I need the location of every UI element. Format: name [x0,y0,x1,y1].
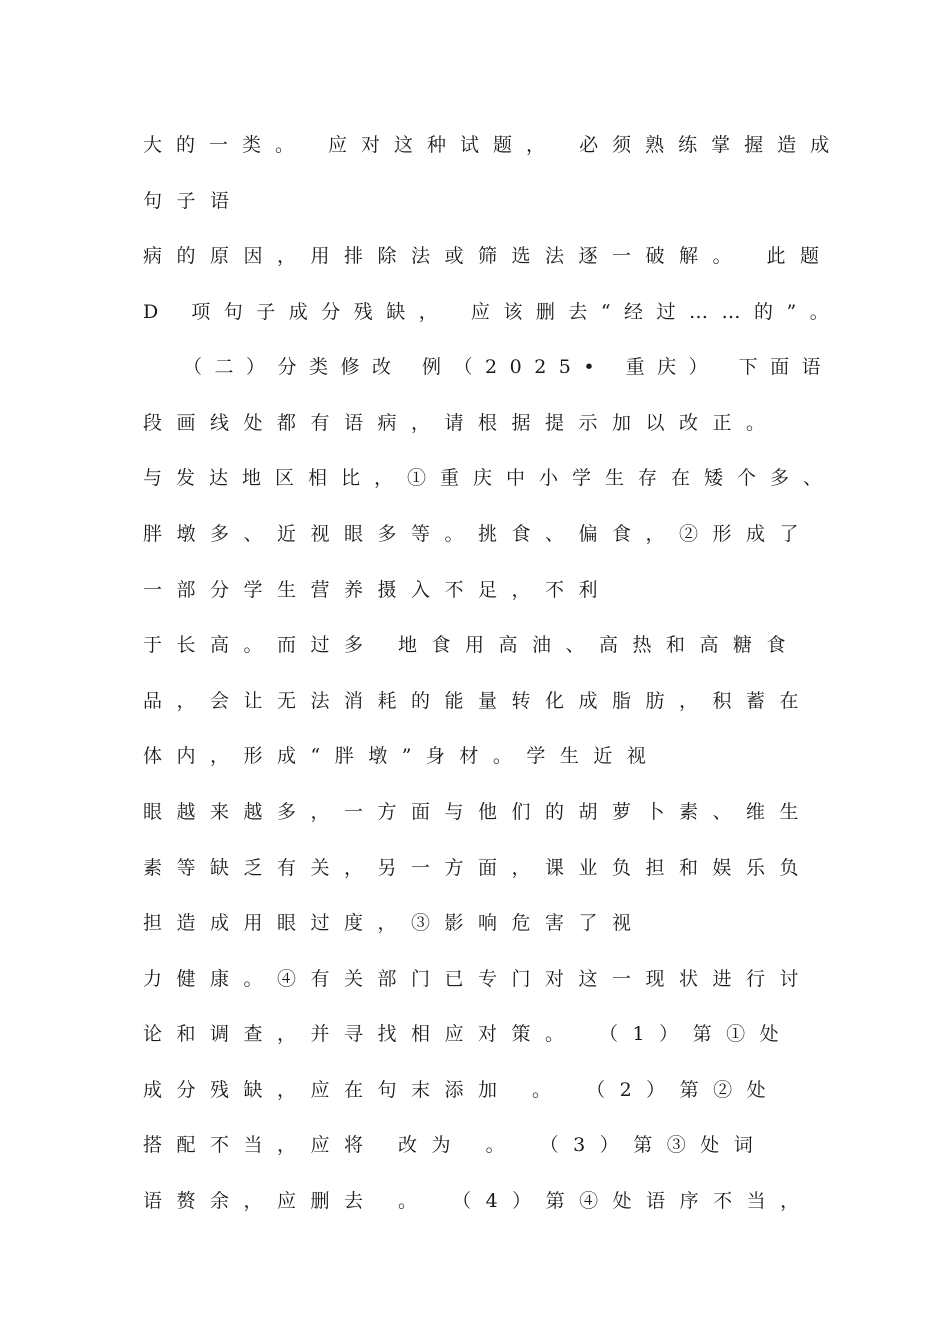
text-line-16: 力健康。④有关部门已专门对这一现状进行讨 [143,968,814,990]
text-line-3: 病的原因，用排除法或筛选法逐一破解。 此题 [143,245,834,267]
text-line-10: 于长高。而过多 地食用高油、高热和高糖食 [143,634,801,656]
text-line-14: 素等缺乏有关，另一方面，课业负担和娱乐负 [143,857,814,879]
text-line-8: 胖墩多、近视眼多等。挑食、偏食，②形成了 [143,523,814,545]
text-line-7: 与发达地区相比，①重庆中小学生存在矮个多、 [143,467,837,489]
text-line-20: 语赘余，应删去 。 （4）第④处语序不当， [143,1190,814,1212]
text-line-15: 担造成用眼过度，③影响危害了视 [143,912,646,934]
text-line-6: 段画线处都有语病，请根据提示加以改正。 [143,412,780,434]
text-line-9: 一部分学生营养摄入不足，不利 [143,579,613,601]
text-line-12: 体内，形成“胖墩”身材。学生近视 [143,745,661,767]
text-line-13: 眼越来越多，一方面与他们的胡萝卜素、维生 [143,801,814,823]
text-line-19: 搭配不当，应将 改为 。 （3）第③处词 [143,1134,768,1156]
text-line-11: 品，会让无法消耗的能量转化成脂肪，积蓄在 [143,690,814,712]
text-line-18: 成分残缺，应在句末添加 。 （2）第②处 [143,1079,781,1101]
text-line-2: 句子语 [143,190,244,212]
text-line-17: 论和调查，并寻找相应对策。 （1）第①处 [143,1023,794,1045]
text-line-1: 大的一类。 应对这种试题， 必须熟练掌握造成 [143,134,843,156]
text-line-4: D 项句子成分残缺， 应该删去“经过……的”。 [143,301,843,323]
text-line-5: （二）分类修改 例（2025• 重庆） 下面语 [183,356,834,378]
